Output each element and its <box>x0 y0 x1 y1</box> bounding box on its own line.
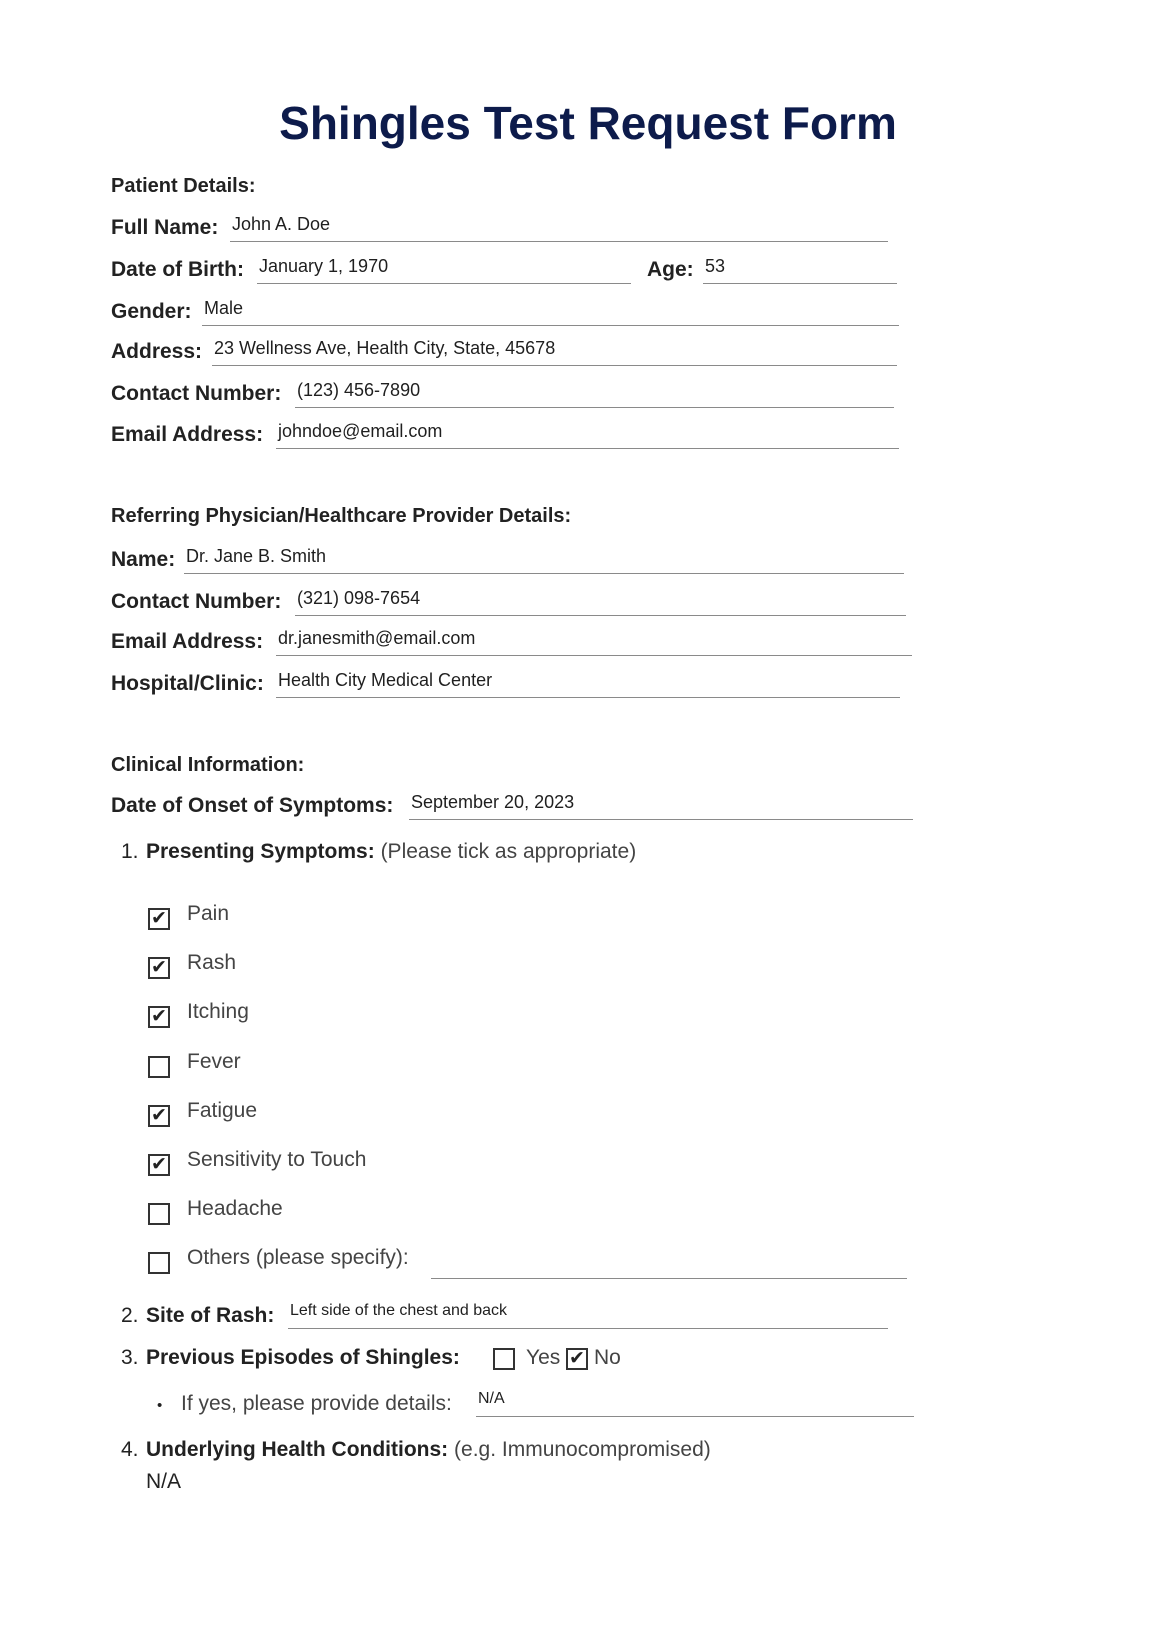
q2-label: Site of Rash: <box>146 1304 275 1327</box>
patient-details-heading: Patient Details: <box>111 175 256 197</box>
patient-contact-field[interactable]: (123) 456-7890 <box>295 377 894 408</box>
address-row <box>111 332 901 366</box>
q2-number: 2. <box>121 1304 139 1327</box>
previous-episodes-details-field[interactable]: N/A <box>476 1386 914 1417</box>
patient-email-row <box>111 415 901 449</box>
gender-label: Gender: <box>111 300 192 323</box>
previous-episodes-no-label: No <box>594 1346 621 1369</box>
symptom-label-pain: Pain <box>187 902 230 925</box>
checkbox-others[interactable] <box>148 1252 170 1274</box>
onset-field[interactable]: September 20, 2023 <box>409 789 913 820</box>
symptom-label-rash: Rash <box>187 951 237 974</box>
form-title: Shingles Test Request Form <box>279 97 897 149</box>
onset-row <box>111 786 911 820</box>
address-label: Address: <box>111 340 203 363</box>
onset-label: Date of Onset of Symptoms: <box>111 794 394 817</box>
physician-email-field[interactable]: dr.janesmith@email.com <box>276 625 912 656</box>
patient-email-field[interactable]: johndoe@email.com <box>276 418 899 449</box>
clinical-info-heading: Clinical Information: <box>111 754 305 776</box>
symptom-label-itching: Itching <box>187 1000 249 1023</box>
previous-episodes-details-label: If yes, please provide details: <box>181 1392 452 1415</box>
patient-contact-row <box>111 374 901 408</box>
q1-number: 1. <box>121 840 139 863</box>
gender-row <box>111 292 901 326</box>
symptom-label-headache: Headache <box>187 1197 283 1220</box>
physician-details-heading: Referring Physician/Healthcare Provider Details: <box>111 505 572 527</box>
full-name-row <box>111 208 891 242</box>
hospital-field[interactable]: Health City Medical Center <box>276 667 900 698</box>
q3-number: 3. <box>121 1346 139 1369</box>
checkbox-pain[interactable]: ✔ <box>148 908 170 930</box>
q1-label: Presenting Symptoms: <box>146 840 375 863</box>
full-name-label: Full Name: <box>111 216 219 239</box>
gender-field[interactable]: Male <box>202 295 899 326</box>
dob-label: Date of Birth: <box>111 258 244 281</box>
checkbox-fever[interactable] <box>148 1056 170 1078</box>
q3-label: Previous Episodes of Shingles: <box>146 1346 460 1369</box>
hospital-row <box>111 664 901 698</box>
q1-question <box>146 840 636 864</box>
symptom-label-fatigue: Fatigue <box>187 1099 258 1122</box>
symptom-label-sensitivity-to-touch: Sensitivity to Touch <box>187 1148 367 1171</box>
symptom-label-fever: Fever <box>187 1050 241 1073</box>
address-field[interactable]: 23 Wellness Ave, Health City, State, 45678 <box>212 335 897 366</box>
previous-episodes-yes-label: Yes <box>526 1346 561 1369</box>
hospital-label: Hospital/Clinic: <box>111 672 264 695</box>
details-bullet: • <box>157 1397 163 1414</box>
checkbox-rash[interactable]: ✔ <box>148 957 170 979</box>
others-specify-field[interactable] <box>431 1248 907 1279</box>
age-label: Age: <box>647 258 694 281</box>
dob-field[interactable]: January 1, 1970 <box>257 253 631 284</box>
q4-label: Underlying Health Conditions: <box>146 1438 449 1461</box>
previous-episodes-no-checkbox[interactable]: ✔ <box>566 1348 588 1370</box>
patient-email-label: Email Address: <box>111 423 264 446</box>
previous-episodes-yes-checkbox[interactable] <box>493 1348 515 1370</box>
physician-contact-row <box>111 582 901 616</box>
checkbox-itching[interactable]: ✔ <box>148 1006 170 1028</box>
physician-name-field[interactable]: Dr. Jane B. Smith <box>184 543 904 574</box>
physician-email-label: Email Address: <box>111 630 264 653</box>
rash-site-field[interactable]: Left side of the chest and back <box>288 1298 888 1329</box>
q4-number: 4. <box>121 1438 139 1461</box>
checkbox-sensitivity-to-touch[interactable]: ✔ <box>148 1154 170 1176</box>
checkbox-headache[interactable] <box>148 1203 170 1225</box>
patient-contact-label: Contact Number: <box>111 382 282 405</box>
physician-contact-label: Contact Number: <box>111 590 282 613</box>
physician-name-label: Name: <box>111 548 176 571</box>
physician-name-row <box>111 540 901 574</box>
dob-age-row <box>111 250 901 284</box>
full-name-field[interactable]: John A. Doe <box>230 211 888 242</box>
q1-hint: (Please tick as appropriate) <box>380 840 637 863</box>
underlying-conditions-value: N/A <box>146 1470 182 1493</box>
physician-email-row <box>111 622 911 656</box>
age-field[interactable]: 53 <box>703 253 897 284</box>
symptom-label-others: Others (please specify): <box>187 1246 409 1269</box>
q4-hint: (e.g. Immunocompromised) <box>454 1438 711 1461</box>
q4-question <box>146 1438 711 1462</box>
physician-contact-field[interactable]: (321) 098-7654 <box>295 585 906 616</box>
checkbox-fatigue[interactable]: ✔ <box>148 1105 170 1127</box>
